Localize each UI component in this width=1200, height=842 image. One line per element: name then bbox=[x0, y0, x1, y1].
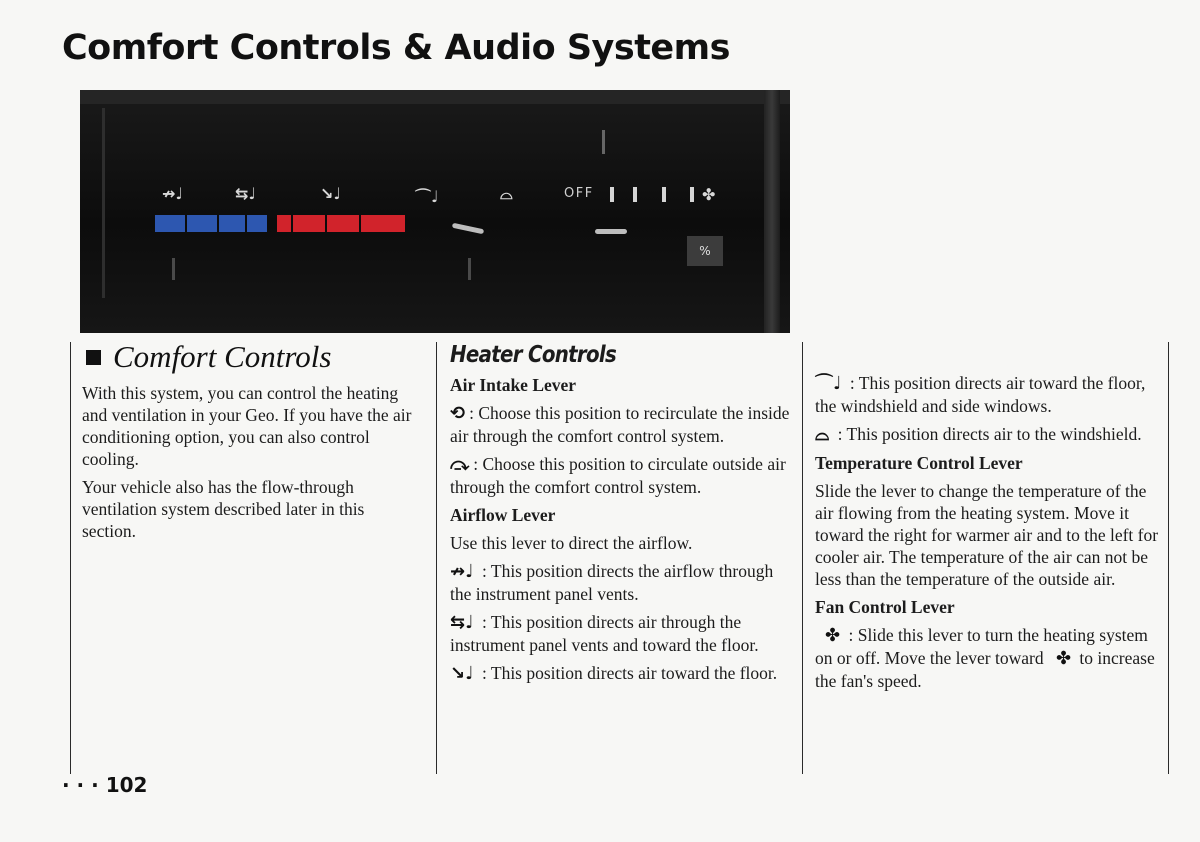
fan-speed-mark bbox=[662, 187, 666, 202]
ac-button[interactable]: % bbox=[687, 236, 723, 266]
panel-center-tick bbox=[602, 130, 605, 154]
floor-defrost-icon: ⌒♩ bbox=[415, 187, 439, 206]
panel-frame-right bbox=[764, 90, 780, 333]
temperature-lever-slot bbox=[172, 258, 175, 280]
temp-warm-segment bbox=[293, 215, 325, 232]
temp-cool-segment bbox=[187, 215, 217, 232]
comfort-controls-heading: Comfort Controls bbox=[82, 340, 422, 374]
fan-icon: ✤ bbox=[702, 185, 716, 204]
temp-cool-segment bbox=[219, 215, 245, 232]
temp-warm-segment bbox=[361, 215, 405, 232]
floor-description: ↘♩ : This position directs air toward the floor. bbox=[450, 663, 778, 684]
flow-through-paragraph: Your vehicle also has the flow-through ventilation system described later in this section. bbox=[82, 477, 365, 541]
temperature-description: Slide the lever to change the temperature of the air flowing from the heating system. Move it toward the right for warmer air and to the left for cooler air. The temperature of the air can not be less than the temperature of the outside air. bbox=[815, 481, 1159, 589]
floor-icon: ↘♩ bbox=[450, 663, 474, 684]
column-rule bbox=[70, 342, 71, 774]
outside-air-description: ⤼ : Choose this position to circulate outside air through the comfort control system. bbox=[450, 454, 786, 497]
fan-icon: ✤ bbox=[825, 625, 841, 646]
comfort-controls-column bbox=[82, 340, 422, 548]
heater-controls-heading: Heater Controls bbox=[450, 342, 617, 368]
bilevel-icon: ⇆♩ bbox=[450, 612, 474, 633]
column-rule bbox=[1168, 342, 1169, 774]
floor-icon: ↘♩ bbox=[320, 184, 341, 203]
floor-defrost-description: ⌒♩ : This position directs air toward the floor, the windshield and side windows. bbox=[815, 373, 1146, 416]
fan-off-label: OFF bbox=[564, 186, 594, 201]
defrost-icon: ⌓ bbox=[815, 424, 830, 445]
temp-warm-segment bbox=[327, 215, 359, 232]
panel-frame-left bbox=[102, 108, 105, 298]
fan-lever-heading: Fan Control Lever bbox=[815, 597, 955, 617]
fan-speed-mark bbox=[633, 187, 637, 202]
fan-speed-mark bbox=[690, 187, 694, 202]
control-panel-photo bbox=[80, 90, 790, 333]
column-rule bbox=[802, 342, 803, 774]
temp-warm-segment bbox=[277, 215, 291, 232]
outside-air-icon: ⤼ bbox=[450, 454, 470, 475]
page-title: Comfort Controls & Audio Systems bbox=[62, 28, 730, 68]
air-intake-lever-heading: Air Intake Lever bbox=[450, 375, 577, 395]
page-number: · · · 102 bbox=[62, 773, 148, 797]
bilevel-icon: ⇆♩ bbox=[235, 184, 256, 203]
airflow-continued-column bbox=[815, 372, 1163, 698]
airflow-intro: Use this lever to direct the airflow. bbox=[450, 533, 693, 553]
recirculate-icon: ⟲ bbox=[450, 403, 466, 424]
comfort-intro-paragraph: With this system, you can control the heating and ventilation in your Geo. If you have the air conditioning option, you can also control cooling. bbox=[82, 383, 412, 469]
air-intake-lever-handle[interactable] bbox=[595, 229, 627, 234]
vent-description: ↛♩ : This position directs the airflow through the instrument panel vents. bbox=[450, 561, 774, 604]
fan-icon: ✤ bbox=[1055, 648, 1072, 669]
temp-cool-segment bbox=[247, 215, 267, 232]
panel-top-strip bbox=[80, 90, 790, 104]
floor-defrost-icon: ⌒♩ bbox=[815, 373, 842, 394]
temperature-scale bbox=[155, 215, 407, 232]
fan-description: ✤ : Slide this lever to turn the heating system on or off. Move the lever toward ✤ to increase the fan's speed. bbox=[815, 625, 1155, 691]
airflow-lever-heading: Airflow Lever bbox=[450, 505, 556, 525]
bilevel-description: ⇆♩ : This position directs air through the instrument panel vents and toward the floor. bbox=[450, 612, 759, 655]
airflow-lever-slot bbox=[468, 258, 471, 280]
temp-cool-segment bbox=[155, 215, 185, 232]
vent-icon: ↛♩ bbox=[450, 561, 474, 582]
square-bullet-icon bbox=[86, 350, 101, 365]
recirculate-description: ⟲ : Choose this position to recirculate the inside air through the comfort control system. bbox=[450, 403, 790, 446]
temperature-lever-heading: Temperature Control Lever bbox=[815, 453, 1023, 473]
fan-speed-mark bbox=[610, 187, 614, 202]
defrost-description: ⌓ : This position directs air to the windshield. bbox=[815, 424, 1142, 445]
heater-controls-column bbox=[450, 340, 795, 691]
column-rule bbox=[436, 342, 437, 774]
airflow-lever-handle[interactable] bbox=[452, 223, 484, 235]
defrost-icon: ⌓ bbox=[500, 184, 513, 203]
vent-icon: ↛♩ bbox=[162, 184, 183, 203]
